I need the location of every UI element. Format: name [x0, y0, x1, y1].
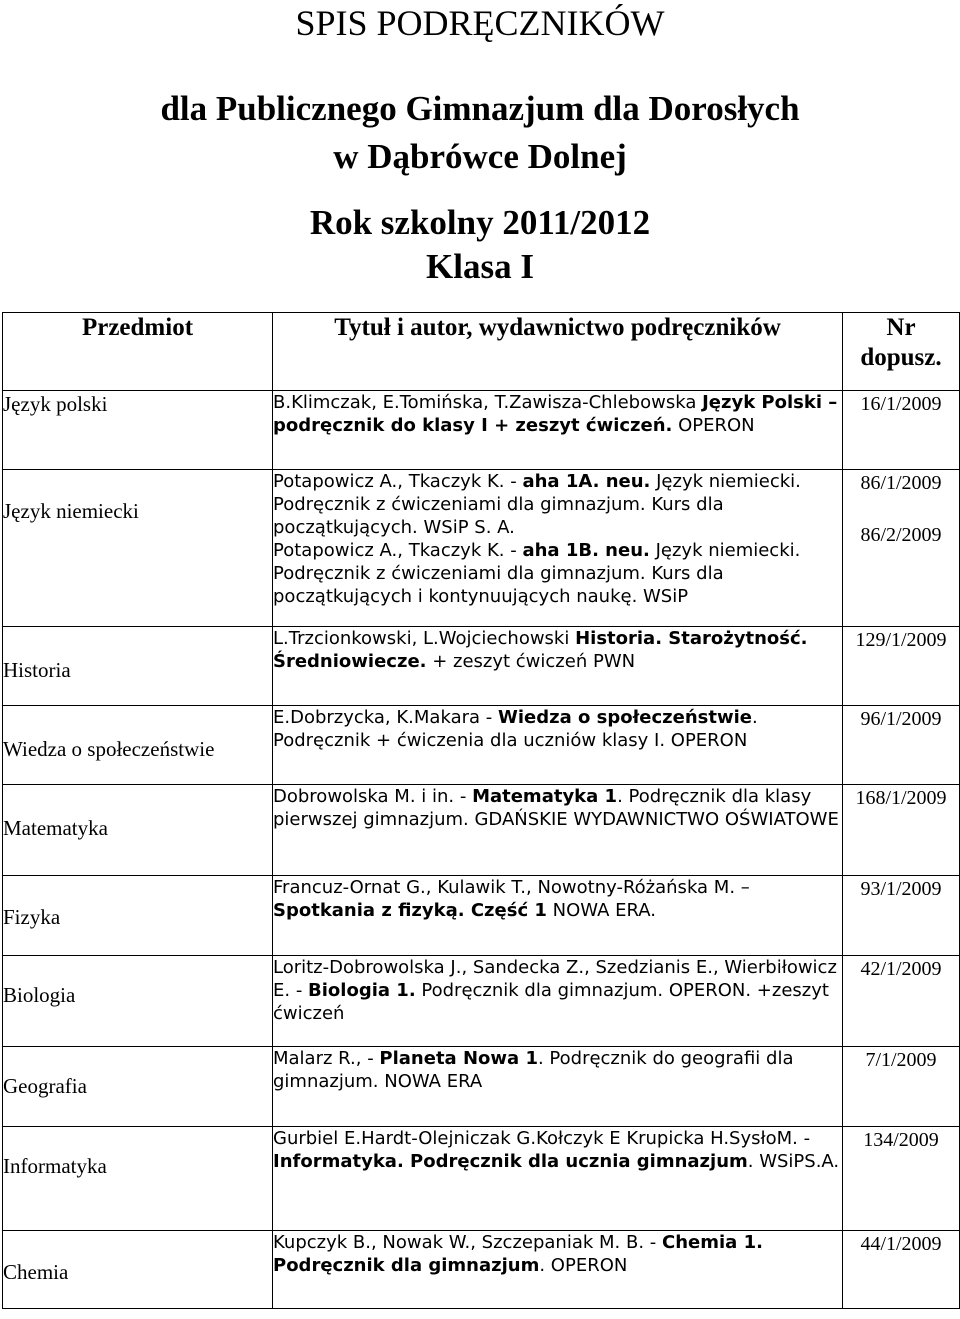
title-cell [273, 785, 843, 876]
class-label: Klasa I [426, 247, 534, 286]
publisher: + zeszyt ćwiczeń PWN [426, 651, 636, 672]
authors: Potapowicz A., Tkaczyk K. - [273, 540, 523, 561]
header-title: Tytuł i autor, wydawnictwo podręczników [273, 313, 843, 391]
approval-number: 96/1/2009 [843, 706, 960, 785]
book-title: aha 1A. neu. [522, 471, 651, 492]
header-approval-number [843, 313, 960, 391]
book-title: Chemia 1. Podręcznik dla gimnazjum [273, 1232, 763, 1276]
title-cell [273, 470, 843, 627]
title-cell [273, 1231, 843, 1309]
subject-cell: Historia [3, 627, 273, 706]
table-row [3, 956, 960, 1047]
table-row [3, 391, 960, 470]
subject-cell: Chemia [3, 1231, 273, 1309]
authors: L.Trzcionkowski, L.Wojciechowski [273, 628, 576, 649]
book-title: Wiedza o społeczeństwie [497, 707, 752, 728]
table-row [3, 627, 960, 706]
authors: Kupczyk B., Nowak W., Szczepaniak M. B. - [273, 1232, 662, 1253]
approval-number: 168/1/2009 [843, 785, 960, 876]
table-row [3, 706, 960, 785]
table-row [3, 470, 960, 627]
publisher: NOWA ERA. [546, 900, 656, 921]
subject-cell: Informatyka [3, 1127, 273, 1231]
title-cell [273, 627, 843, 706]
authors: Gurbiel E.Hardt-Olejniczak G.Kołczyk E Krupicka H.SysłoM. - [273, 1128, 811, 1149]
school-name-line-2: w Dąbrówce Dolnej [333, 137, 627, 176]
title-cell [273, 876, 843, 956]
book-details: Język niemiecki. Podręcznik z ćwiczeniami dla gimnazjum. Kurs dla początkujących i kontynuujących naukę. WSiP [273, 540, 801, 607]
subject-cell: Fizyka [3, 876, 273, 956]
book-title: Informatyka. Podręcznik dla ucznia gimnazjum [273, 1151, 748, 1172]
title-cell [273, 1127, 843, 1231]
authors: Dobrowolska M. i in. - [273, 786, 473, 807]
header-subject: Przedmiot [3, 313, 273, 391]
approval-number: 134/2009 [843, 1127, 960, 1231]
publisher: OPERON [672, 415, 755, 436]
textbook-table [2, 312, 960, 1309]
approval-number: 86/2/2009 [860, 524, 942, 546]
subject-cell: Geografia [3, 1047, 273, 1127]
approval-number: 86/1/2009 [860, 472, 942, 494]
publisher: . OPERON [539, 1255, 628, 1276]
authors: Malarz R., - [273, 1048, 380, 1069]
document-title: SPIS PODRĘCZNIKÓW [295, 3, 665, 43]
table-row [3, 876, 960, 956]
subject-cell: Język niemiecki [3, 470, 273, 627]
table-header-row [3, 313, 960, 391]
subject-cell: Matematyka [3, 785, 273, 876]
book-title: Język Polski – podręcznik do klasy I + zeszyt ćwiczeń. [273, 392, 838, 436]
subject-cell: Język polski [3, 391, 273, 470]
title-cell [273, 391, 843, 470]
title-cell [273, 956, 843, 1047]
book-title: aha 1B. neu. [522, 540, 650, 561]
publisher: . Podręcznik + ćwiczenia dla uczniów klasy I. OPERON [273, 707, 758, 751]
subject-cell: Wiedza o społeczeństwie [3, 706, 273, 785]
book-title: Biologia 1. [308, 980, 416, 1001]
approval-number: 44/1/2009 [843, 1231, 960, 1309]
header-nr-line2: dopusz. [860, 344, 942, 371]
header-nr-line1: Nr [886, 314, 916, 341]
book-title: Spotkania z fizyką. Część 1 [273, 900, 547, 921]
table-row [3, 1231, 960, 1309]
authors: Loritz-Dobrowolska J., Sandecka Z., Szedzianis E., Wierbiłowicz E. - [273, 957, 837, 1001]
approval-number: 7/1/2009 [843, 1047, 960, 1127]
authors: B.Klimczak, E.Tomińska, T.Zawisza-Chlebowska [273, 392, 703, 413]
school-year: Rok szkolny 2011/2012 [309, 203, 651, 242]
title-cell [273, 706, 843, 785]
spacer [843, 496, 959, 522]
approval-number: 16/1/2009 [843, 391, 960, 470]
table-row [3, 785, 960, 876]
publisher: . Podręcznik do geografii dla gimnazjum. NOWA ERA [273, 1048, 794, 1092]
publisher: . WSiPS.A. [747, 1151, 840, 1172]
table-row [3, 1047, 960, 1127]
authors: Potapowicz A., Tkaczyk K. - [273, 471, 523, 492]
approval-number: 93/1/2009 [843, 876, 960, 956]
approval-number: 42/1/2009 [843, 956, 960, 1047]
approval-number: 129/1/2009 [843, 627, 960, 706]
book-title: Matematyka 1 [472, 786, 618, 807]
publisher: . Podręcznik dla klasy pierwszej gimnazjum. GDAŃSKIE WYDAWNICTWO OŚWIATOWE [273, 786, 839, 830]
book-title: Historia. Starożytność. Średniowiecze. [273, 628, 808, 672]
school-name-line-1: dla Publicznego Gimnazjum dla Dorosłych [160, 89, 800, 128]
title-cell [273, 1047, 843, 1127]
publisher: Podręcznik dla gimnazjum. OPERON. +zeszyt ćwiczeń [273, 980, 829, 1024]
book-details: Język niemiecki. Podręcznik z ćwiczeniami dla gimnazjum. Kurs dla początkujących. WSiP S. A. [273, 471, 801, 538]
subject-cell: Biologia [3, 956, 273, 1047]
table-row [3, 1127, 960, 1231]
approval-numbers [843, 470, 960, 627]
authors: E.Dobrzycka, K.Makara - [273, 707, 498, 728]
authors: Francuz-Ornat G., Kulawik T., Nowotny-Różańska M. – [273, 877, 750, 898]
book-title: Planeta Nowa 1 [379, 1048, 538, 1069]
